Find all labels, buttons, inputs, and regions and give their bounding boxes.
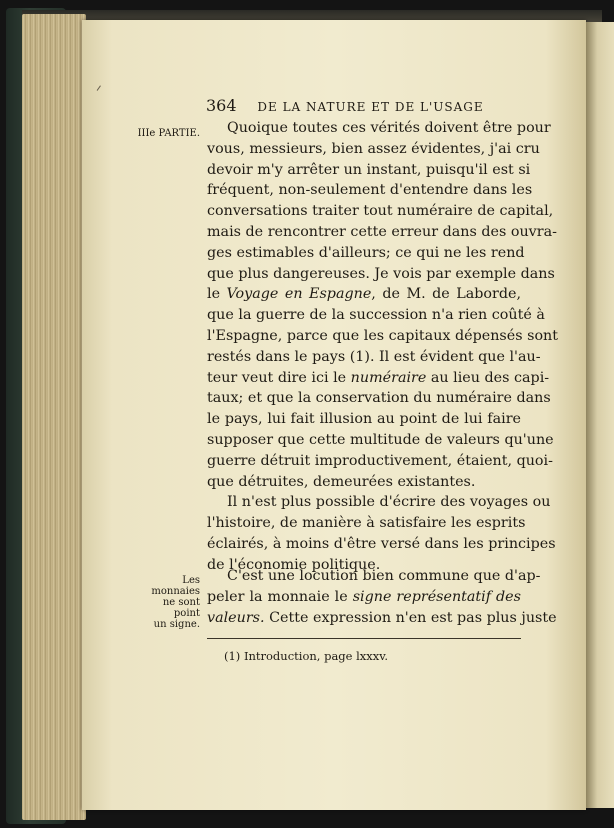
running-title: DE LA NATURE ET DE L'USAGE (257, 100, 484, 114)
footnote-rule (207, 638, 521, 639)
text-line: vous, messieurs, bien assez évidentes, j'ai cru (207, 140, 540, 157)
text-line: Quoique toutes ces vérités doivent être pour (227, 120, 551, 136)
text-line: de l'économie politique. (207, 556, 381, 573)
text-line: taux; et que la conservation du numéraire dans (207, 390, 551, 407)
text-line: guerre détruit improductivement, étaient, quoi- (207, 452, 553, 469)
text-line: éclairés, à moins d'être versé dans les principes (207, 535, 556, 552)
page-stack-edge (22, 14, 86, 820)
margin-note-line: un signe. (153, 619, 200, 630)
text-line: supposer que cette multitude de valeurs qu'une (207, 431, 554, 448)
text-line: le pays, lui fait illusion au point de lui faire (207, 411, 521, 428)
text-line: peler la monnaie le signe représentatif des (207, 588, 521, 605)
text-line: le Voyage en Espagne, de M. de Laborde, (207, 286, 521, 303)
text-line: devoir m'y arrêter un instant, puisqu'il est si (207, 161, 531, 178)
text-line: que plus dangereuses. Je vois par exemple dans (207, 265, 555, 282)
footnote: (1) Introduction, page lxxxv. (224, 649, 389, 663)
paragraph-3 (207, 566, 557, 628)
text-line: restés dans le pays (1). Il est évident que l'au- (207, 348, 541, 365)
text-line: que la guerre de la succession n'a rien coûté à (207, 307, 545, 324)
margin-note-section (136, 575, 200, 630)
text-line: Il n'est plus possible d'écrire des voyages ou (227, 494, 551, 511)
text-line: mais de rencontrer cette erreur dans des ouvra- (207, 223, 557, 240)
text-line: teur veut dire ici le numéraire au lieu des capi- (207, 369, 550, 386)
text-line: C'est une locution bien commune que d'ap- (227, 568, 541, 584)
margin-note-part: IIIe PARTIE. (137, 128, 200, 139)
text-line: ges estimables d'ailleurs; ce qui ne les rend (207, 244, 525, 261)
margin-note-line: ne sont point (162, 597, 200, 619)
text-line: valeurs. Cette expression n'en est pas plus juste (207, 609, 557, 626)
text-line: l'histoire, de manière à satisfaire les esprits (207, 515, 526, 532)
text-line: que détruites, demeurées existantes. (207, 473, 476, 490)
text-line: fréquent, non-seulement d'entendre dans les (207, 182, 533, 199)
margin-note-line: Les monnaies (151, 575, 200, 597)
text-line: conversations traiter tout numéraire de capital, (207, 203, 554, 220)
text-line: l'Espagne, parce que les capitaux dépensés sont (207, 327, 559, 344)
page-number: 364 (206, 96, 237, 115)
running-header (206, 96, 526, 115)
facing-page-edge (586, 22, 614, 808)
